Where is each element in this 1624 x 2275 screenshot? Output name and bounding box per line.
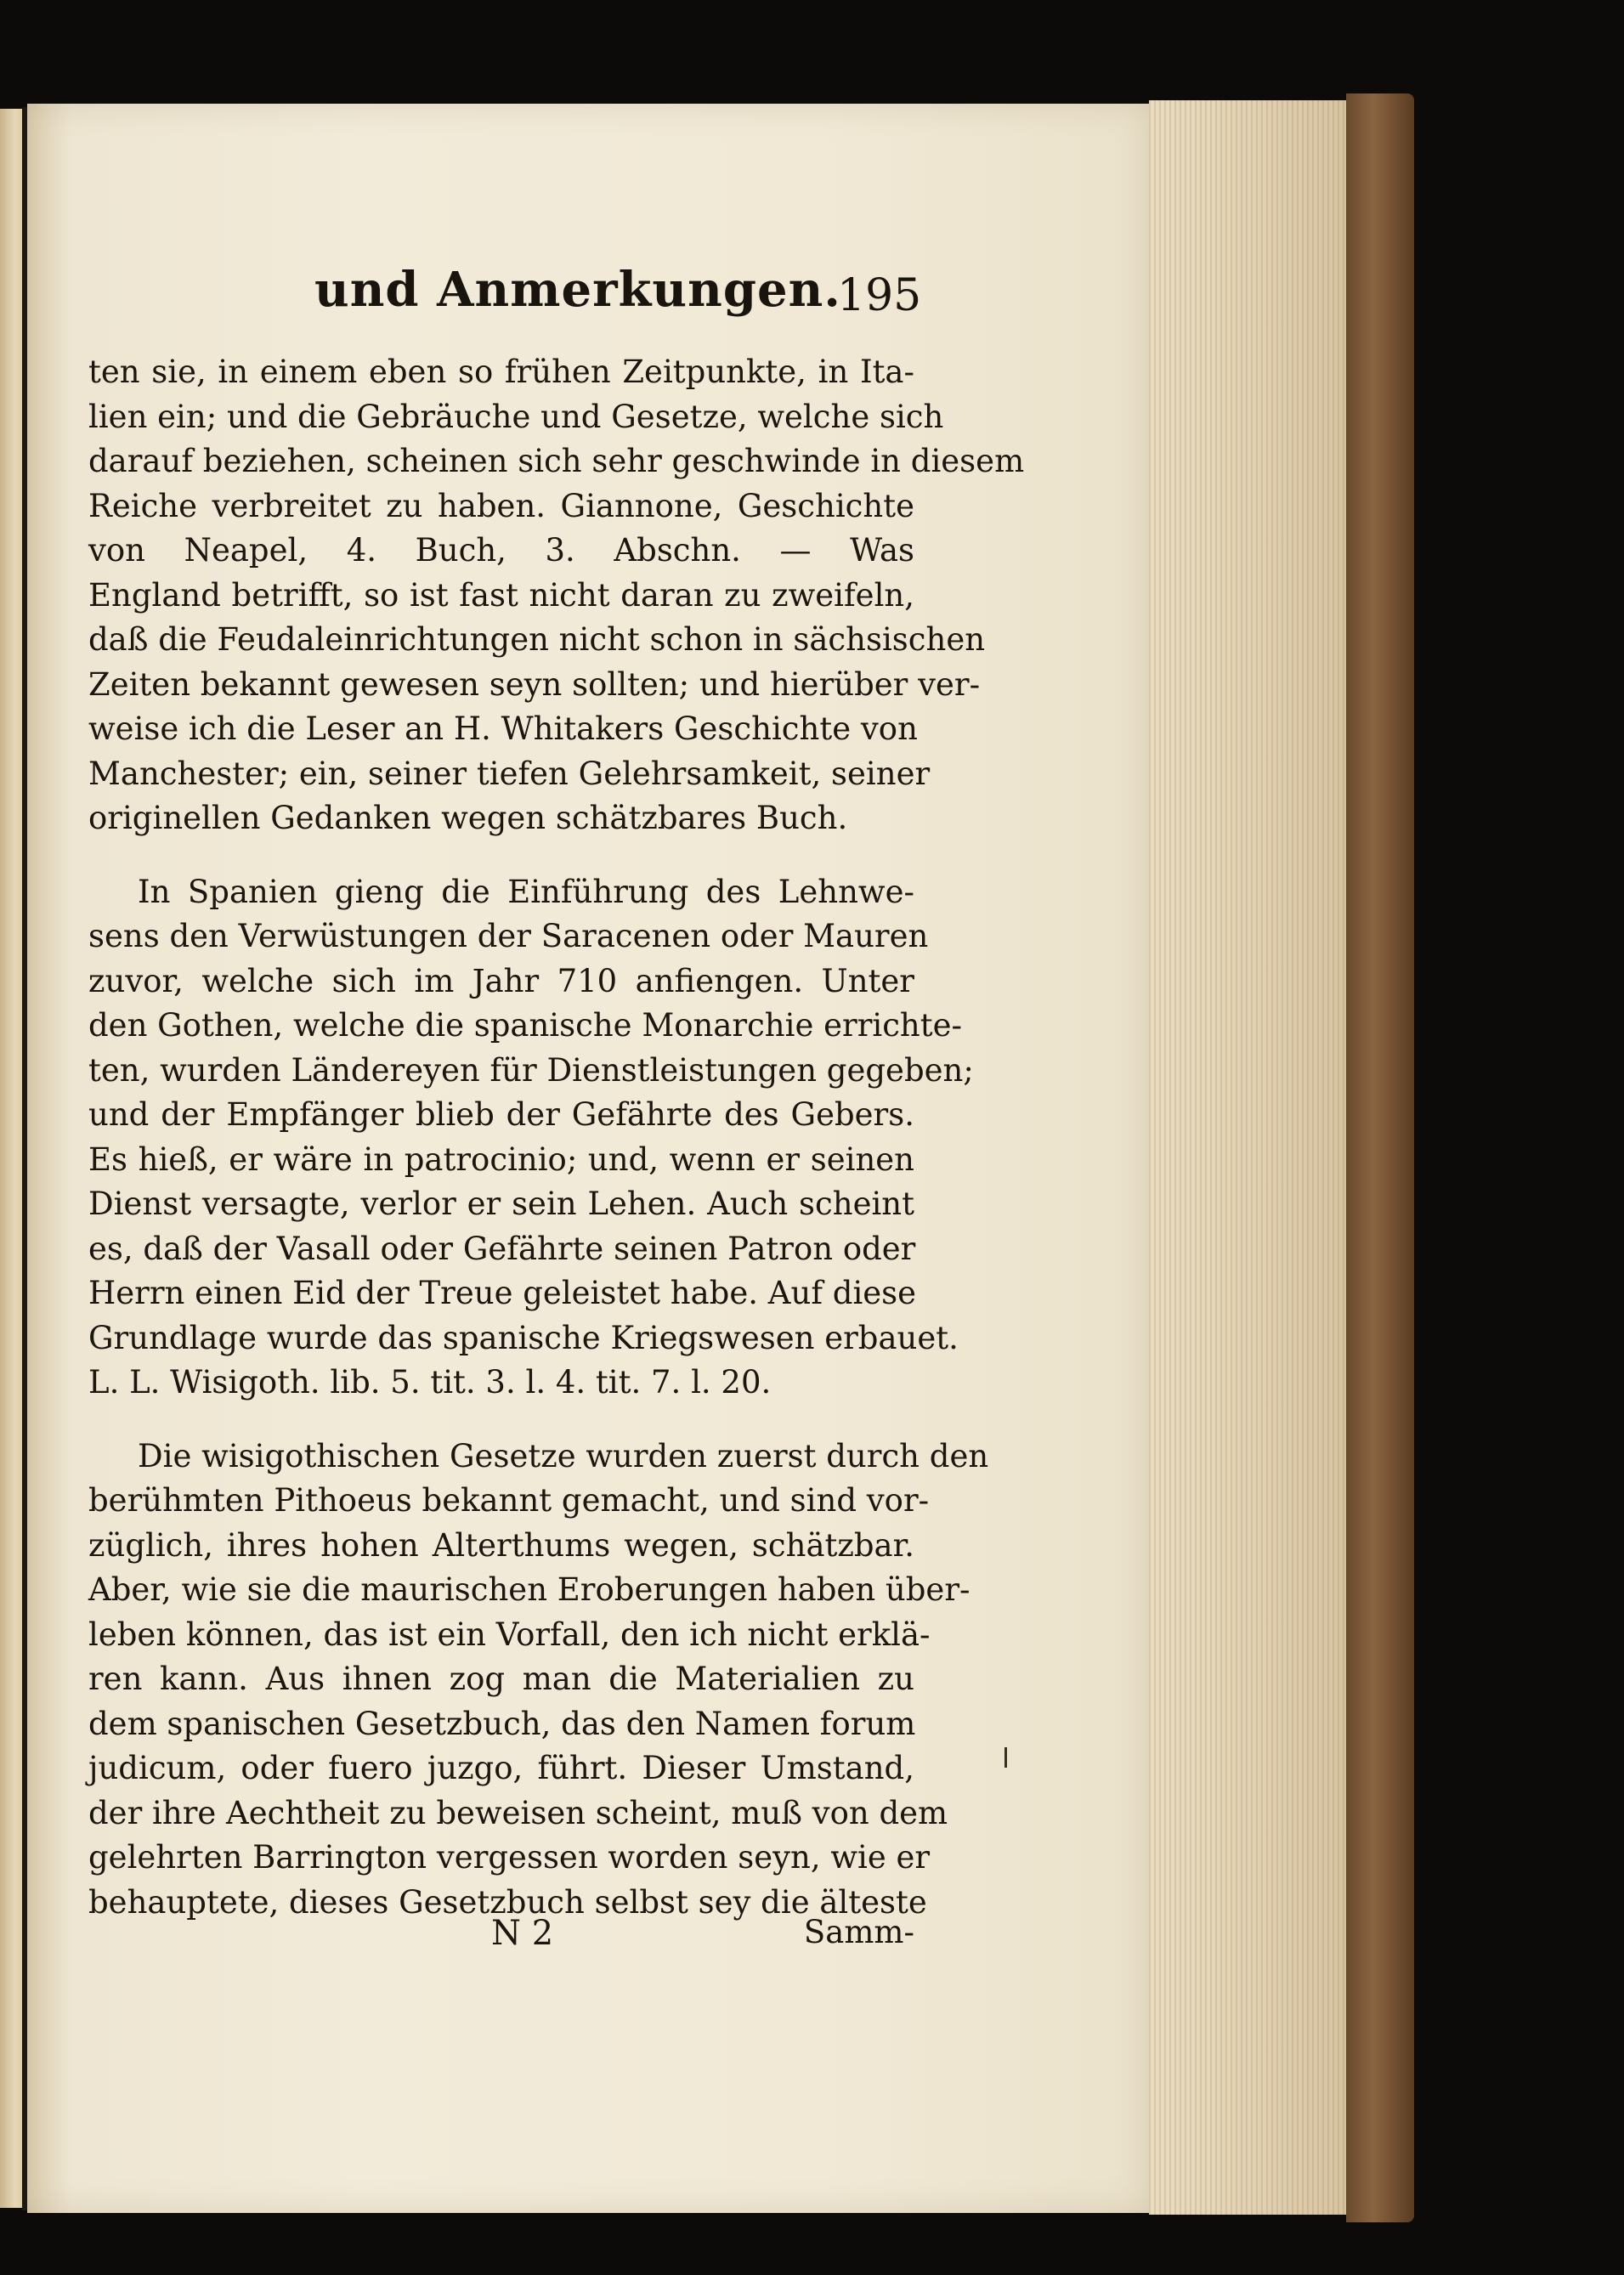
- signature-mark: N 2: [491, 1914, 554, 1953]
- page-block-edges: [1149, 100, 1346, 2215]
- text-line: ten, wurden Ländereyen für Dienstleistungen gegeben;: [88, 1051, 974, 1089]
- text-line: Die wisigothischen Gesetze wurden zuerst durch den: [138, 1437, 989, 1474]
- text-line: lien ein; und die Gebräuche und Gesetze, welche sich: [88, 398, 944, 435]
- text-line: der ihre Aechtheit zu beweisen scheint, muß von dem: [88, 1794, 948, 1831]
- text-line: Aber, wie sie die maurischen Eroberungen haben über-: [88, 1571, 970, 1608]
- text-line: zuvor, welche sich im Jahr 710 anfiengen. Unter: [88, 962, 914, 999]
- leather-cover-edge: [1346, 93, 1414, 2222]
- text-line: sens den Verwüstungen der Saracenen oder Mauren: [88, 918, 929, 954]
- text-line: behauptete, dieses Gesetzbuch selbst sey die älteste: [88, 1883, 927, 1921]
- text-line: Es hieß, er wäre in patrocinio; und, wenn er seinen: [88, 1140, 914, 1178]
- running-head: und Anmerkungen.: [314, 262, 841, 318]
- text-line: originellen Gedanken wegen schätzbares Buch.: [88, 800, 848, 836]
- margin-mark: [1004, 1747, 1007, 1768]
- text-line: judicum, oder fuero juzgo, führt. Dieser Umstand,: [88, 1750, 914, 1786]
- text-line: darauf beziehen, scheinen sich sehr geschwinde in diesem: [88, 443, 1025, 479]
- text-line: gelehrten Barrington vergessen worden seyn, wie er: [88, 1839, 931, 1876]
- text-line: Zeiten bekannt gewesen seyn sollten; und hierüber ver-: [88, 665, 981, 703]
- text-line: ren kann. Aus ihnen zog man die Materialien zu: [88, 1661, 914, 1697]
- text-line: es, daß der Vasall oder Gefährte seinen Patron oder: [88, 1230, 916, 1267]
- text-line: den Gothen, welche die spanische Monarchie errichte-: [88, 1007, 963, 1044]
- paragraph: [88, 1435, 989, 1926]
- paragraph: [88, 350, 1025, 841]
- text-line: daß die Feudaleinrichtungen nicht schon in sächsischen: [88, 621, 986, 658]
- text-line: berühmten Pithoeus bekannt gemacht, und sind vor-: [88, 1482, 930, 1519]
- paragraph: [88, 870, 974, 1406]
- text-line: Manchester; ein, seiner tiefen Gelehrsamkeit, seiner: [88, 755, 931, 792]
- text-line: Reiche verbreitet zu haben. Giannone, Geschichte: [88, 487, 914, 524]
- text-line: dem spanischen Gesetzbuch, das den Namen forum: [88, 1705, 916, 1742]
- text-line: von Neapel, 4. Buch, 3. Abschn. — Was: [88, 532, 914, 569]
- body-text: [88, 350, 1025, 1925]
- page-footer: [88, 1914, 914, 1961]
- paragraph-gap: [88, 1406, 914, 1435]
- paragraph-gap: [88, 841, 914, 870]
- text-line: England betrifft, so ist fast nicht daran zu zweifeln,: [88, 576, 914, 614]
- page-number: 195: [837, 270, 922, 321]
- text-line: und der Empfänger blieb der Gefährte des Gebers.: [88, 1096, 914, 1133]
- text-line: leben können, das ist ein Vorfall, den ich nicht erklä-: [88, 1616, 931, 1653]
- catchword: Samm-: [803, 1914, 914, 1950]
- text-line: ten sie, in einem eben so frühen Zeitpunkte, in Ita-: [88, 354, 914, 390]
- text-line: weise ich die Leser an H. Whitakers Geschichte von: [88, 710, 918, 747]
- text-line: L. L. Wisigoth. lib. 5. tit. 3. l. 4. tit. 7. l. 20.: [88, 1364, 772, 1401]
- text-line: züglich, ihres hohen Alterthums wegen, schätzbar.: [88, 1526, 914, 1564]
- text-line: Herrn einen Eid der Treue geleistet habe. Auf diese: [88, 1275, 917, 1311]
- text-line: Dienst versagte, verlor er sein Lehen. Auch scheint: [88, 1186, 914, 1222]
- text-line: Grundlage wurde das spanische Kriegswesen erbauet.: [88, 1319, 959, 1356]
- text-line: In Spanien gieng die Einführung des Lehnwe-: [138, 873, 914, 910]
